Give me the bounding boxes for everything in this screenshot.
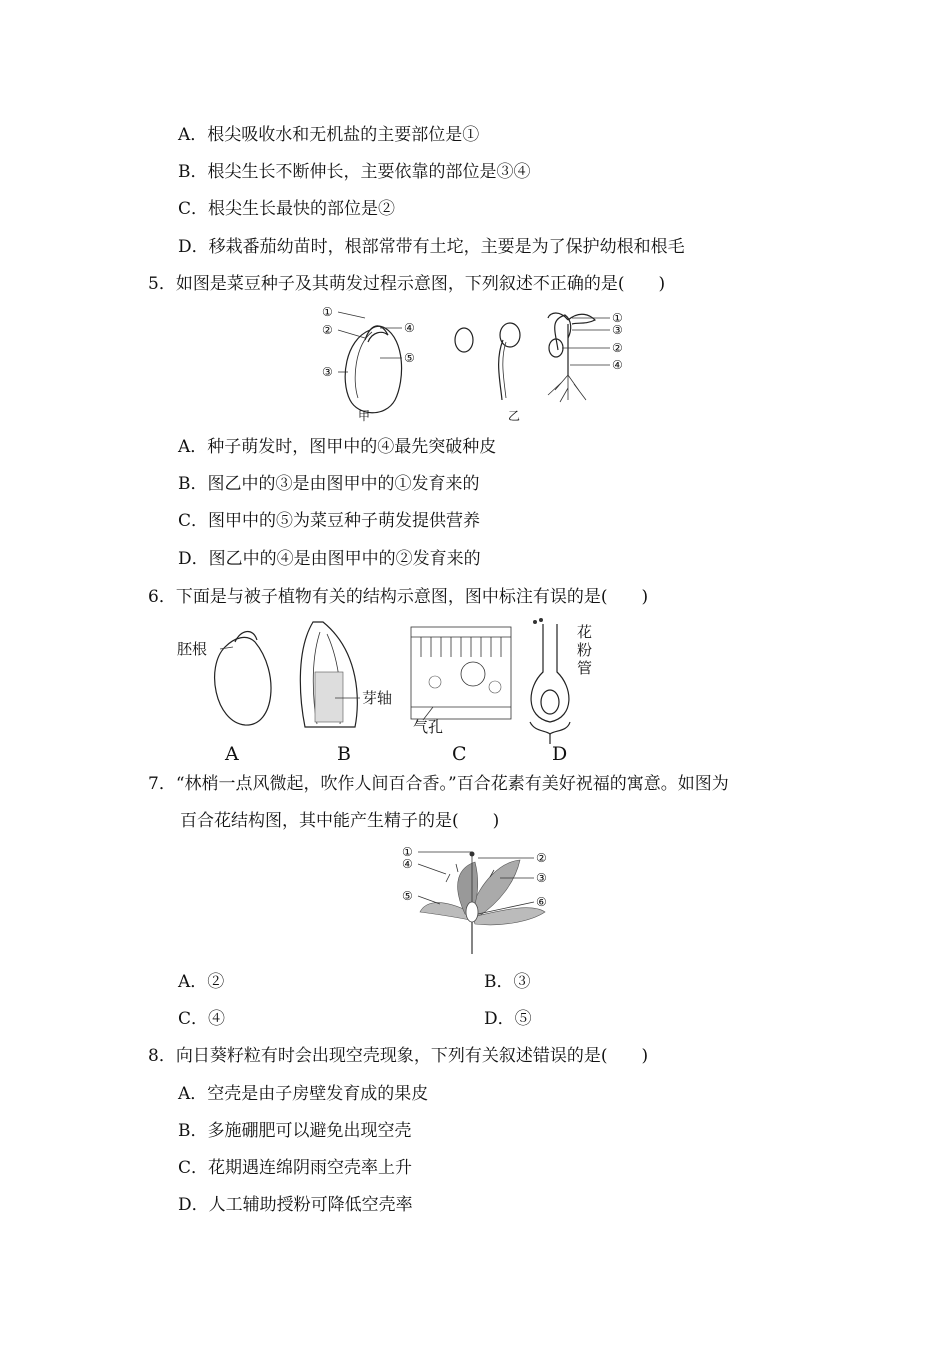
q7-stem-line2: 百合花结构图，其中能产生精子的是( ) [180,811,500,831]
fig-c-leaf-section [411,627,511,720]
lily-label-1: ① [402,845,413,859]
q7-option-c: C．④ [178,1009,226,1029]
yi-label-2: ② [612,341,623,355]
jia-label-5: ⑤ [404,351,415,365]
fig-d-label-3: 管 [577,659,593,677]
q5-option-a: A．种子萌发时，图甲中的④最先突破种皮 [178,437,497,457]
q6-figure [175,612,615,767]
lily-flower [420,852,545,955]
seedling-figure-yi [548,313,610,402]
q8-option-c: C．花期遇连绵阴雨空壳率上升 [178,1158,413,1178]
lily-label-6: ⑥ [536,895,547,909]
fig-d-label-1: 花 [577,623,593,641]
fig-d-caption: D [552,743,568,765]
q8-option-d: D．人工辅助授粉可降低空壳率 [178,1195,413,1215]
q4-option-d: D．移栽番茄幼苗时，根部常带有土坨，主要是为了保护幼根和根毛 [178,237,685,257]
yi-caption: 乙 [508,409,521,423]
q8-stem: 8．向日葵籽粒有时会出现空壳现象，下列有关叙述错误的是( ) [148,1046,649,1066]
fig-a-seed [215,632,271,726]
q5-option-d: D．图乙中的④是由图甲中的②发育来的 [178,549,481,569]
q6-stem: 6．下面是与被子植物有关的结构示意图，图中标注有误的是( ) [148,587,649,607]
fig-c-label-stoma: 气孔 [413,718,444,736]
fig-d-pistil [530,618,570,744]
germinating-seed [499,323,520,400]
q7-option-d: D．⑤ [484,1009,532,1029]
lily-label-5: ⑤ [402,889,413,903]
q8-option-b: B．多施硼肥可以避免出现空壳 [178,1121,412,1141]
lily-label-4: ④ [402,857,413,871]
q7-stem-line1: 7．“林梢一点风微起，吹作人间百合香。”百合花素有美好祝福的寓意。如图为 [148,774,729,794]
fig-a-caption: A [225,743,239,765]
jia-label-4: ④ [404,321,415,335]
jia-caption: 甲 [358,409,371,423]
yi-label-1: ① [612,311,623,325]
q7-lily-figure [400,842,560,960]
q7-option-a: A．② [178,972,225,992]
jia-label-1: ① [322,305,333,319]
yi-label-3: ③ [612,323,623,337]
q5-stem: 5．如图是菜豆种子及其萌发过程示意图，下列叙述不正确的是( ) [148,274,666,294]
q5-figure [310,300,650,425]
q7-option-b: B．③ [484,972,531,992]
fig-b-caption: B [337,743,351,765]
jia-label-3: ③ [322,365,333,379]
fig-a-label-embryo-root: 胚根 [177,640,208,658]
yi-label-4: ④ [612,358,623,372]
lily-label-2: ② [536,851,547,865]
q4-option-a: A．根尖吸收水和无机盐的主要部位是① [178,125,480,145]
q4-option-c: C．根尖生长最快的部位是② [178,199,396,219]
lily-label-3: ③ [536,871,547,885]
q8-option-a: A．空壳是由子房壁发育成的果皮 [178,1084,429,1104]
fig-b-label-bud-axis: 芽轴 [362,689,393,707]
q5-option-b: B．图乙中的③是由图甲中的①发育来的 [178,474,480,494]
bean-seed-figure-jia [338,312,402,413]
q4-option-b: B．根尖生长不断伸长，主要依靠的部位是③④ [178,162,531,182]
jia-label-2: ② [322,323,333,337]
dry-bean-seed [455,328,473,352]
fig-d-label-2: 粉 [577,641,593,659]
fig-b-bud [300,622,360,727]
q5-option-c: C．图甲中的⑤为菜豆种子萌发提供营养 [178,511,481,531]
fig-c-caption: C [452,743,467,765]
